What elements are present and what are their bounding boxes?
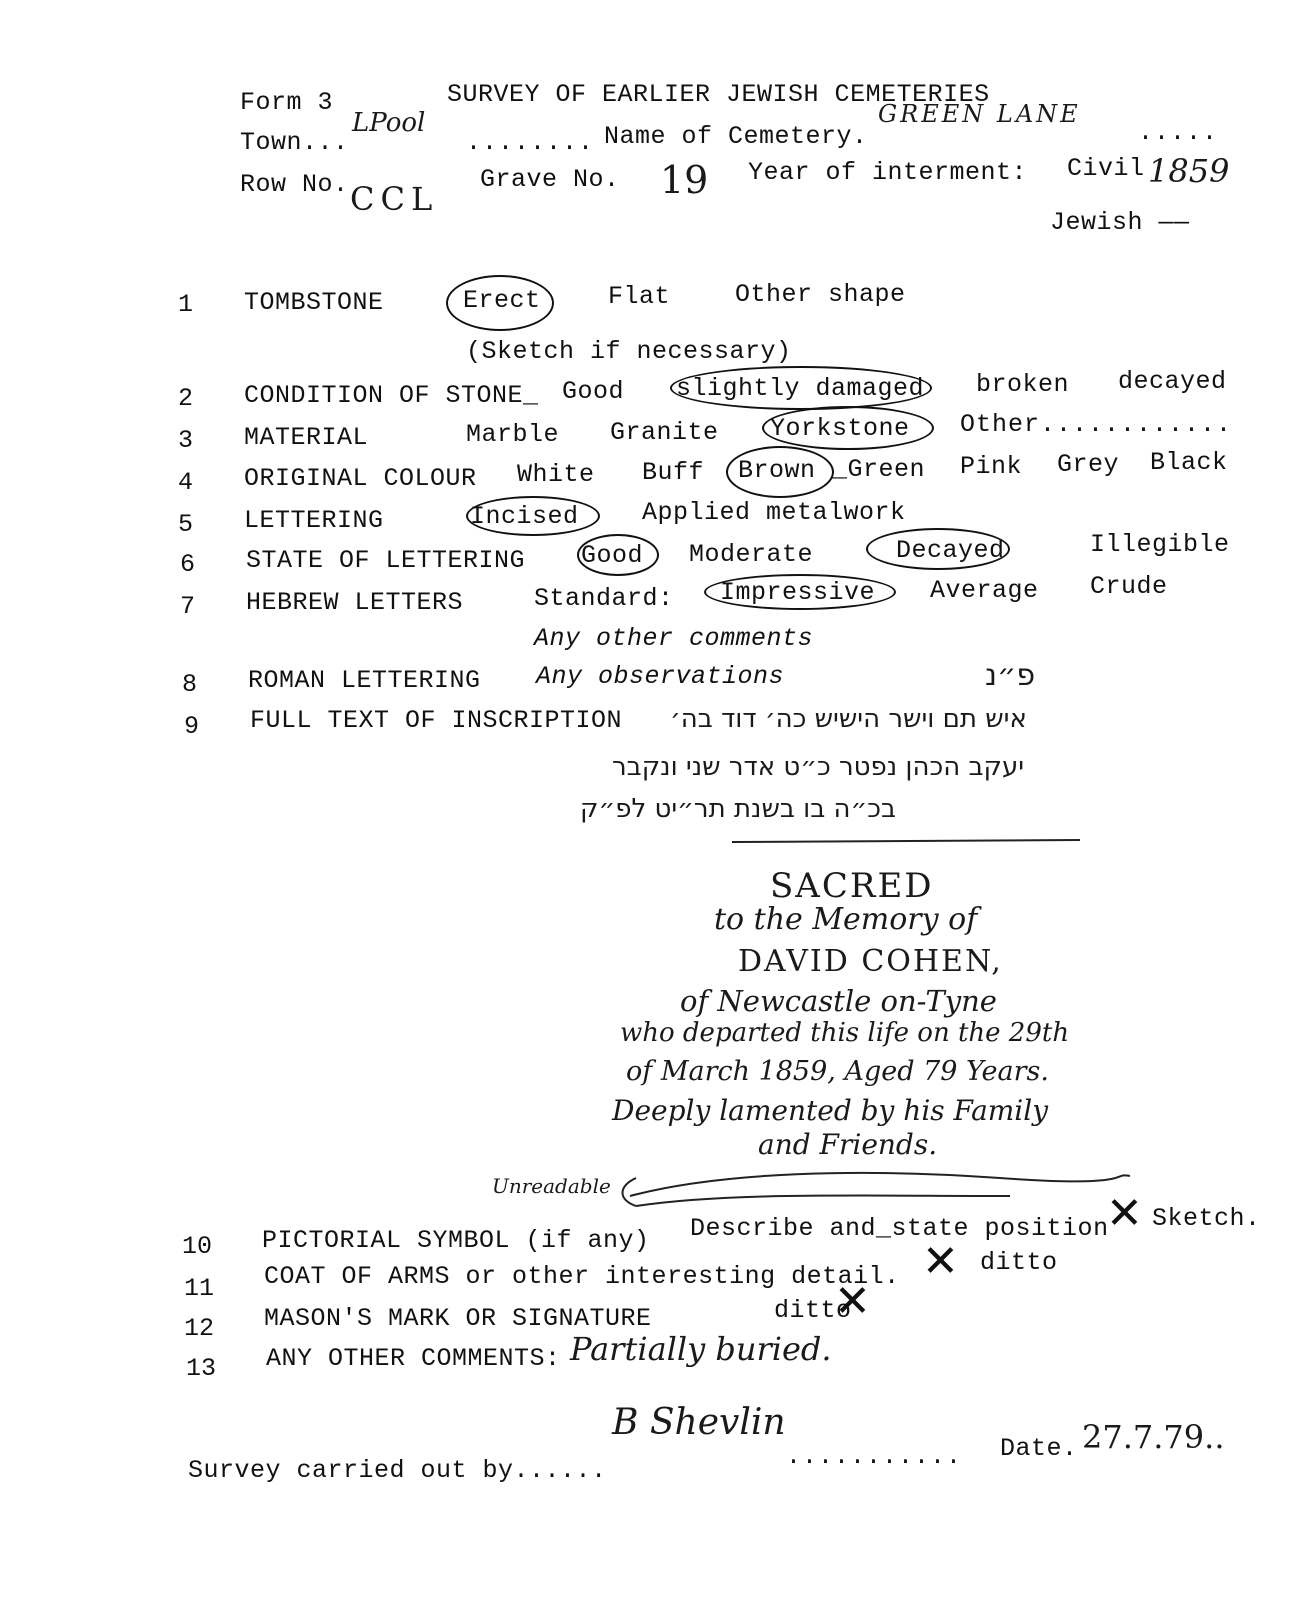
item-number: 5 bbox=[178, 510, 194, 539]
jewish-label: Jewish —— bbox=[1050, 208, 1190, 237]
date-label: Date. bbox=[1000, 1434, 1078, 1463]
coat-of-arms-label: COAT OF ARMS or other interesting detail. bbox=[264, 1262, 900, 1291]
english-line-2: to the Memory of bbox=[714, 902, 978, 937]
item-number: 4 bbox=[178, 468, 194, 497]
cemetery-value: GREEN LANE bbox=[878, 100, 1081, 128]
grave-value: 19 bbox=[660, 158, 709, 202]
english-line-6: of March 1859, Aged 79 Years. bbox=[626, 1056, 1049, 1087]
pictorial-symbol-label: PICTORIAL SYMBOL (if any) bbox=[262, 1226, 650, 1255]
item-number: 12 bbox=[184, 1314, 215, 1343]
english-line-4: of Newcastle on-Tyne bbox=[680, 984, 997, 1018]
state-lettering-label: STATE OF LETTERING bbox=[246, 546, 526, 575]
option-decayed-lettering: Decayed bbox=[896, 536, 1005, 565]
surveyor-signature: B Shevlin bbox=[612, 1402, 786, 1443]
english-line-1: SACRED bbox=[770, 866, 934, 906]
option-good: Good bbox=[562, 377, 625, 406]
town-label: Town... bbox=[240, 128, 349, 157]
hebrew-line-2: יעקב הכהן נפטר כ״ט אדר שני ונקבר bbox=[612, 752, 1025, 782]
item-number: 9 bbox=[184, 712, 200, 741]
english-line-3: DAVID COHEN, bbox=[738, 944, 1003, 979]
tombstone-label: TOMBSTONE bbox=[244, 288, 384, 317]
option-moderate: Moderate bbox=[689, 540, 814, 569]
other-comments-label: ANY OTHER COMMENTS: bbox=[266, 1344, 561, 1373]
hebrew-top-mark: פ״נ bbox=[985, 658, 1036, 693]
year-label: Year of interment: bbox=[748, 158, 1028, 187]
cemetery-dots: ..... bbox=[1138, 118, 1219, 147]
item-number: 2 bbox=[178, 384, 194, 413]
english-line-7: Deeply lamented by his Family bbox=[612, 1094, 1049, 1127]
condition-label: CONDITION OF STONE_ bbox=[244, 381, 539, 410]
option-other-shape: Other shape bbox=[735, 280, 906, 309]
option-slightly-damaged: slightly damaged bbox=[676, 374, 925, 403]
option-granite: Granite bbox=[610, 418, 719, 447]
row-value: CCL bbox=[350, 180, 439, 218]
other-comments-value: Partially buried. bbox=[570, 1330, 832, 1368]
item-number: 7 bbox=[180, 592, 196, 621]
option-buff: Buff bbox=[642, 458, 705, 487]
hebrew-letters-label: HEBREW LETTERS bbox=[246, 588, 464, 617]
sketch-note: (Sketch if necessary) bbox=[466, 337, 792, 366]
any-observations: Any observations bbox=[536, 662, 785, 691]
option-incised: Incised bbox=[470, 502, 579, 531]
option-grey: Grey bbox=[1057, 450, 1120, 479]
option-erect: Erect bbox=[463, 286, 541, 315]
unreadable-wave-line bbox=[630, 1173, 1130, 1196]
option-decayed: decayed bbox=[1118, 367, 1227, 396]
option-applied-metalwork: Applied metalwork bbox=[642, 498, 906, 527]
english-line-5: who departed this life on the 29th bbox=[620, 1018, 1070, 1048]
item-number: 11 bbox=[184, 1274, 215, 1303]
ditto-11: ditto bbox=[980, 1248, 1058, 1277]
roman-lettering-label: ROMAN LETTERING bbox=[248, 666, 481, 695]
form-title: SURVEY OF EARLIER JEWISH CEMETERIES bbox=[447, 80, 990, 109]
row-label: Row No. bbox=[240, 170, 349, 199]
option-broken: broken bbox=[976, 370, 1070, 399]
option-other: Other............ bbox=[960, 410, 1233, 439]
grave-label: Grave No. bbox=[480, 165, 620, 194]
civil-label: Civil bbox=[1067, 154, 1145, 183]
civil-year-value: 1859 bbox=[1148, 152, 1230, 190]
full-text-label: FULL TEXT OF INSCRIPTION bbox=[250, 706, 623, 735]
unreadable-wave-line bbox=[636, 1195, 1010, 1206]
cross-mark: ✕ bbox=[1106, 1188, 1143, 1239]
unreadable-bracket bbox=[623, 1178, 637, 1206]
option-white: White bbox=[517, 460, 595, 489]
date-value: 27.7.79.. bbox=[1082, 1418, 1225, 1456]
cross-mark: ✕ bbox=[834, 1276, 871, 1327]
lettering-label: LETTERING bbox=[244, 506, 384, 535]
item-number: 6 bbox=[180, 550, 196, 579]
item-number: 13 bbox=[186, 1354, 217, 1383]
sketch-label: Sketch. bbox=[1152, 1204, 1261, 1233]
option-average: Average bbox=[930, 576, 1039, 605]
option-flat: Flat bbox=[608, 282, 671, 311]
option-illegible: Illegible bbox=[1090, 530, 1230, 559]
option-brown: Brown bbox=[738, 456, 816, 485]
option-pink: Pink bbox=[960, 452, 1023, 481]
option-green: _Green bbox=[832, 455, 926, 484]
ditto-12: ditto bbox=[774, 1296, 852, 1325]
hebrew-underline bbox=[732, 840, 1080, 842]
unreadable-note: Unreadable bbox=[492, 1174, 611, 1198]
standard-label: Standard: bbox=[534, 584, 674, 613]
item-number: 10 bbox=[182, 1232, 213, 1261]
town-dots: ........ bbox=[466, 128, 595, 157]
masons-mark-label: MASON'S MARK OR SIGNATURE bbox=[264, 1304, 652, 1333]
cross-mark: ✕ bbox=[922, 1236, 959, 1287]
english-line-8: and Friends. bbox=[758, 1128, 938, 1161]
item-number: 1 bbox=[178, 290, 194, 319]
option-good-lettering: Good bbox=[581, 541, 644, 570]
colour-label: ORIGINAL COLOUR bbox=[244, 464, 477, 493]
item-number: 8 bbox=[182, 670, 198, 699]
option-crude: Crude bbox=[1090, 572, 1168, 601]
option-yorkstone: Yorkstone bbox=[770, 414, 910, 443]
option-black: Black bbox=[1150, 448, 1228, 477]
option-impressive: Impressive bbox=[720, 578, 876, 607]
hebrew-line-1: איש תם וישר הישיש כה׳ דוד בה׳ bbox=[670, 704, 1027, 734]
cemetery-label: Name of Cemetery. bbox=[604, 122, 868, 151]
form-number: Form 3 bbox=[240, 88, 334, 117]
signature-dots: ........... bbox=[786, 1442, 963, 1471]
any-other-comments: Any other comments bbox=[534, 624, 814, 653]
hebrew-line-3: בכ״ה בו בשנת תר״יט לפ״ק bbox=[580, 794, 897, 824]
town-value: LPool bbox=[352, 108, 426, 138]
option-marble: Marble bbox=[466, 420, 560, 449]
item-number: 3 bbox=[178, 426, 194, 455]
describe-state-position: Describe and_state position bbox=[690, 1214, 1109, 1243]
material-label: MATERIAL bbox=[244, 423, 369, 452]
survey-carried-out-label: Survey carried out by...... bbox=[188, 1456, 607, 1485]
